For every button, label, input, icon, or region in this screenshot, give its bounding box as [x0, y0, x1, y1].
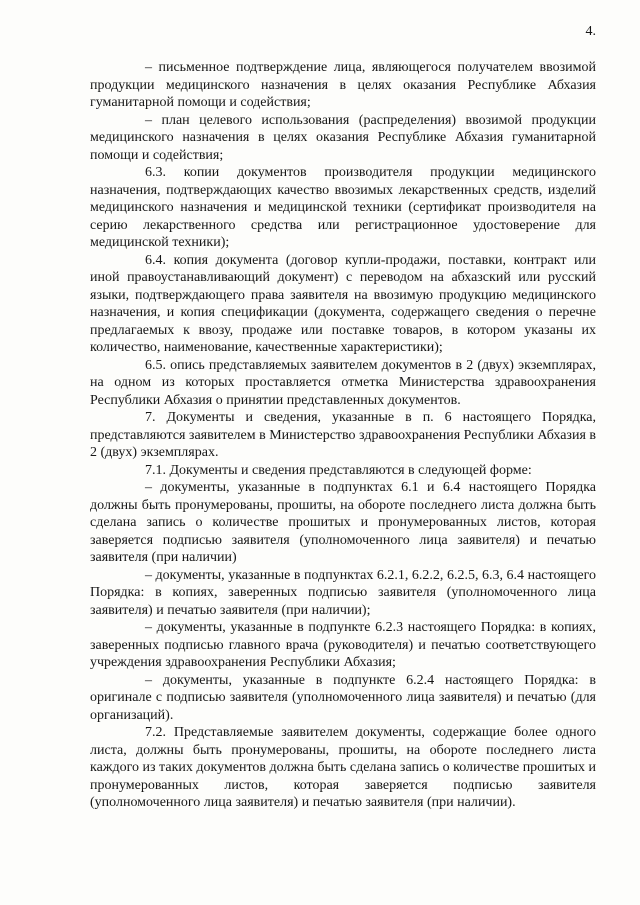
paragraph-bullet-6-2-3: – документы, указанные в подпункте 6.2.3 настоящего Порядка: в копиях, заверенных подписью главного врача (руководителя) и печатью соответствующего учреждения здравоохранения Республики Абхазия; [90, 620, 596, 670]
page-number: 4. [585, 24, 596, 39]
paragraph-bullet-written-confirmation: – письменное подтверждение лица, являющегося получателем ввозимой продукции медицинского назначения в целях оказания Республике Абхазия гуманитарной помощи и содействия; [90, 60, 596, 110]
paragraph-6-3: 6.3. копии документов производителя продукции медицинского назначения, подтверждающих качество ввозимых лекарственных средств, изделий медицинского назначения и медицинской техники (сертификат производителя на серию лекарственного средства или регистрационное удостоверение для медицинской техники); [90, 165, 596, 250]
paragraph-6-5: 6.5. опись представляемых заявителем документов в 2 (двух) экземплярах, на одном из которых проставляется отметка Министерства здравоохранения Республики Абхазия о принятии представленных документов. [90, 357, 596, 408]
paragraph-bullet-6-2-4: – документы, указанные в подпункте 6.2.4 настоящего Порядка: в оригинале с подписью заявителя (уполномоченного лица заявителя) и печатью (для организаций). [90, 672, 596, 723]
paragraph-bullet-6-1-6-4: – документы, указанные в подпунктах 6.1 и 6.4 настоящего Порядка должны быть пронумерованы, прошиты, на обороте последнего листа должна быть сделана запись о количестве прошитых и пронумерованных листов, которая заверяется подписью заявителя (уполномоченного лица заявителя) и печатью заявителя (при наличии) [90, 480, 596, 565]
document-body [90, 59, 596, 812]
paragraph-bullet-copies-applicant: – документы, указанные в подпунктах 6.2.1, 6.2.2, 6.2.5, 6.3, 6.4 настоящего Порядка: в копиях, заверенных подписью заявителя (уполномоченного лица заявителя) и печатью заявителя (при наличии); [90, 567, 596, 618]
paragraph-7: 7. Документы и сведения, указанные в п. 6 настоящего Порядка, представляются заявителем в Министерство здравоохранения Республики Абхазия в 2 (двух) экземплярах. [90, 410, 596, 460]
paragraph-7-1: 7.1. Документы и сведения представляются в следующей форме: [145, 462, 532, 478]
paragraph-bullet-usage-plan: – план целевого использования (распределения) ввозимой продукции медицинского назначения в целях оказания Республике Абхазия гуманитарной помощи и содействия; [90, 112, 596, 163]
paragraph-6-4: 6.4. копия документа (договор купли-продажи, поставки, контракт или иной правоустанавливающий документ) с переводом на абхазский или русский языки, подтверждающего права заявителя на ввозимую продукцию медицинского назначения, и копия спецификации (документа, содержащего сведения о перечне предлагаемых к ввозу, продаже или поставке товаров, в котором указаны их количество, наименование, качественные характеристики); [90, 252, 596, 355]
paragraph-7-2: 7.2. Представляемые заявителем документы, содержащие более одного листа, должны быть пронумерованы, прошиты, на обороте последнего листа каждого из таких документов должна быть сделана запись о количестве прошитых и пронумерованных листов, которая заверяется подписью заявителя (уполномоченного лица заявителя) и печатью заявителя (при наличии). [90, 725, 596, 810]
